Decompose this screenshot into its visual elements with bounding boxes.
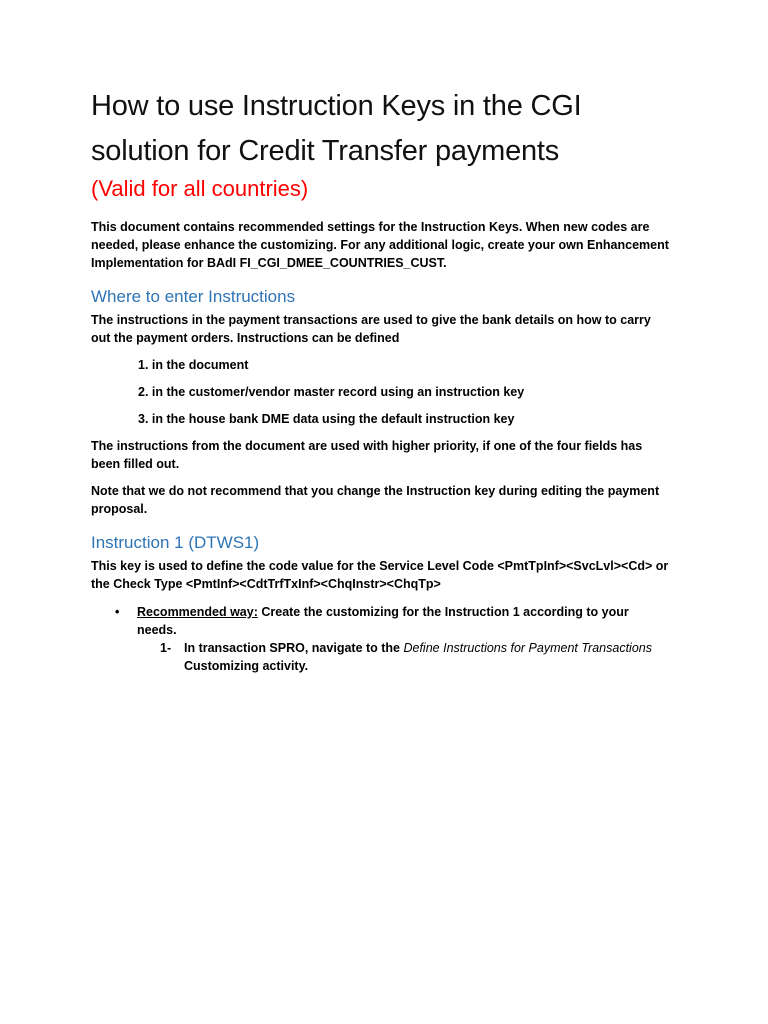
substep-1 — [160, 639, 671, 675]
document-subtitle: (Valid for all countries) — [91, 176, 309, 201]
recommended-way-text: Create the customizing for the Instruction 1 according to your needs. — [137, 605, 629, 637]
bullet-icon: • — [115, 605, 120, 619]
section-heading-where-to-enter: Where to enter Instructions — [91, 287, 296, 306]
substep-number: 1- — [160, 641, 172, 655]
document-page — [91, 84, 671, 675]
intro-paragraph: This document contains recommended settings for the Instruction Keys. When new codes are needed, please enhance the customizing. For any additional logic, create your own Enhancement Implementation for BAdI FI_CGI_DMEE_COUNTRIES_CUST. — [91, 220, 669, 270]
list-item: 2. in the customer/vendor master record using an instruction key — [138, 385, 525, 399]
section1-paragraph: The instructions in the payment transactions are used to give the bank details on how to carry out the payment orders. Instructions can be defined — [91, 313, 651, 345]
section-heading-instruction-1: Instruction 1 (DTWS1) — [91, 533, 260, 552]
document-title: How to use Instruction Keys in the CGI solution for Credit Transfer payments — [91, 90, 582, 167]
list-item: 3. in the house bank DME data using the default instruction key — [138, 412, 515, 426]
list-item: 1. in the document — [138, 358, 249, 372]
instruction-sources-list — [138, 356, 671, 428]
section2-paragraph: This key is used to define the code value for the Service Level Code <PmtTpInf><SvcLvl><Cd> or the Check Type <PmtInf><CdtTrfTxInf><ChqInstr><ChqTp> — [91, 559, 669, 591]
substep-activity-name: Define Instructions for Payment Transactions — [403, 641, 652, 655]
priority-paragraph: The instructions from the document are used with higher priority, if one of the four fields has been filled out. — [91, 439, 643, 471]
recommended-way-bullet — [115, 603, 671, 639]
note-paragraph: Note that we do not recommend that you change the Instruction key during editing the payment proposal. — [91, 484, 660, 516]
substep-text-before: In transaction SPRO, navigate to the — [184, 641, 404, 655]
recommended-way-label: Recommended way: — [137, 605, 258, 619]
substep-text-after: Customizing activity. — [184, 659, 309, 673]
